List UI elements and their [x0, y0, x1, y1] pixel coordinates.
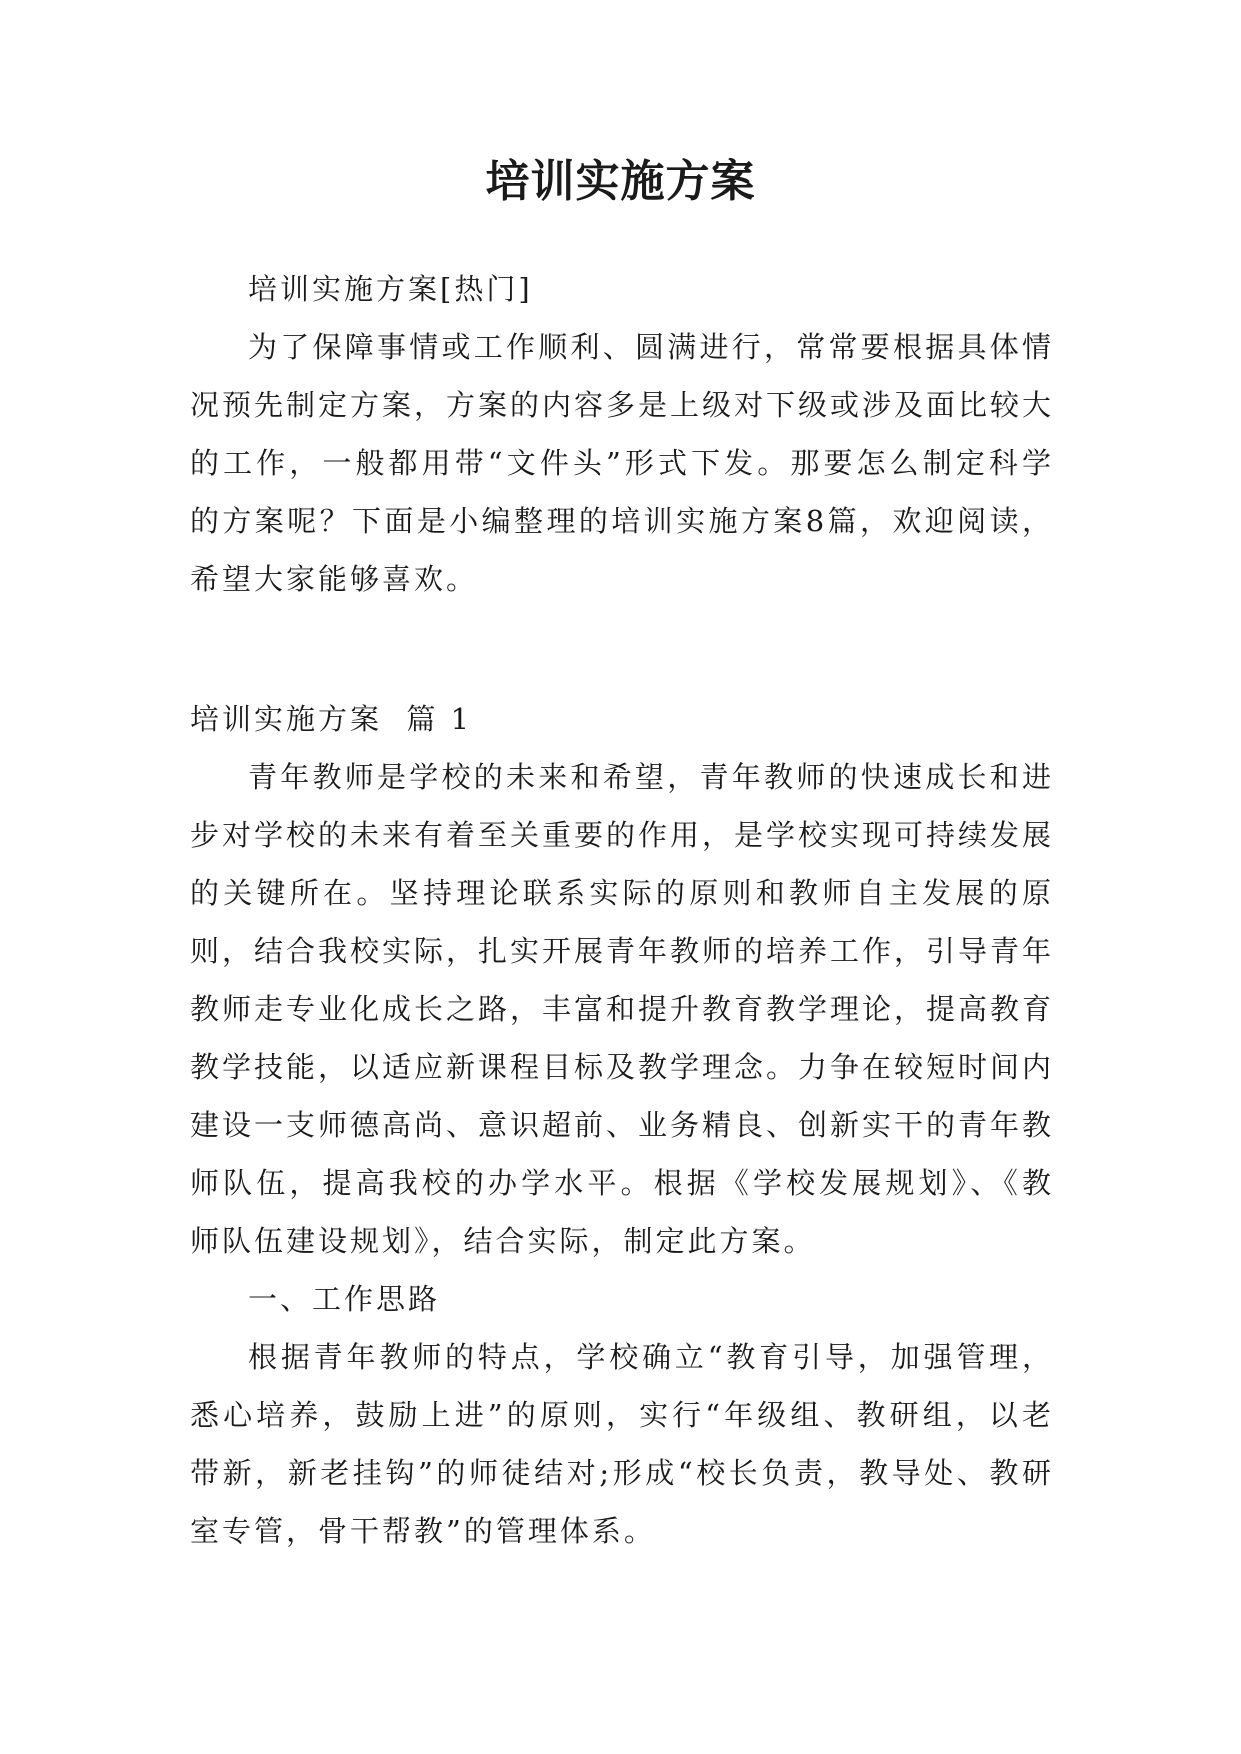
intro-block: [190, 260, 1054, 608]
section-1-subheading: 一、工作思路: [248, 1282, 441, 1316]
section-1-heading: 培训实施方案 篇 1: [190, 702, 473, 736]
section-1-paragraph-2: 根据青年教师的特点，学校确立“教育引导，加强管理，悉心培养，鼓励上进”的原则，实行“年级组、教研组，以老带新，新老挂钩”的师徒结对;形成“校长负责，教导处、教研室专管，骨干帮教”的管理体系。: [190, 1340, 1054, 1548]
intro-paragraph: 为了保障事情或工作顺利、圆满进行，常常要根据具体情况预先制定方案，方案的内容多是上级对下级或涉及面比较大的工作，一般都用带“文件头”形式下发。那要怎么制定科学的方案呢？下面是小编整理的培训实施方案8篇，欢迎阅读，希望大家能够喜欢。: [190, 330, 1055, 596]
section-1-block: [190, 690, 1054, 1560]
section-1-paragraph-1: 青年教师是学校的未来和希望，青年教师的快速成长和进步对学校的未来有着至关重要的作用，是学校实现可持续发展的关键所在。坚持理论联系实际的原则和教师自主发展的原则，结合我校实际，扎实开展青年教师的培养工作，引导青年教师走专业化成长之路，丰富和提升教育教学理论，提高教育教学技能，以适应新课程目标及教学理念。力争在较短时间内建设一支师德高尚、意识超前、业务精良、创新实干的青年教师队伍，提高我校的办学水平。根据《学校发展规划》、《教师队伍建设规划》，结合实际，制定此方案。: [190, 760, 1055, 1258]
intro-subtitle: 培训实施方案[热门]: [248, 272, 533, 306]
document-title: 培训实施方案: [485, 156, 756, 207]
